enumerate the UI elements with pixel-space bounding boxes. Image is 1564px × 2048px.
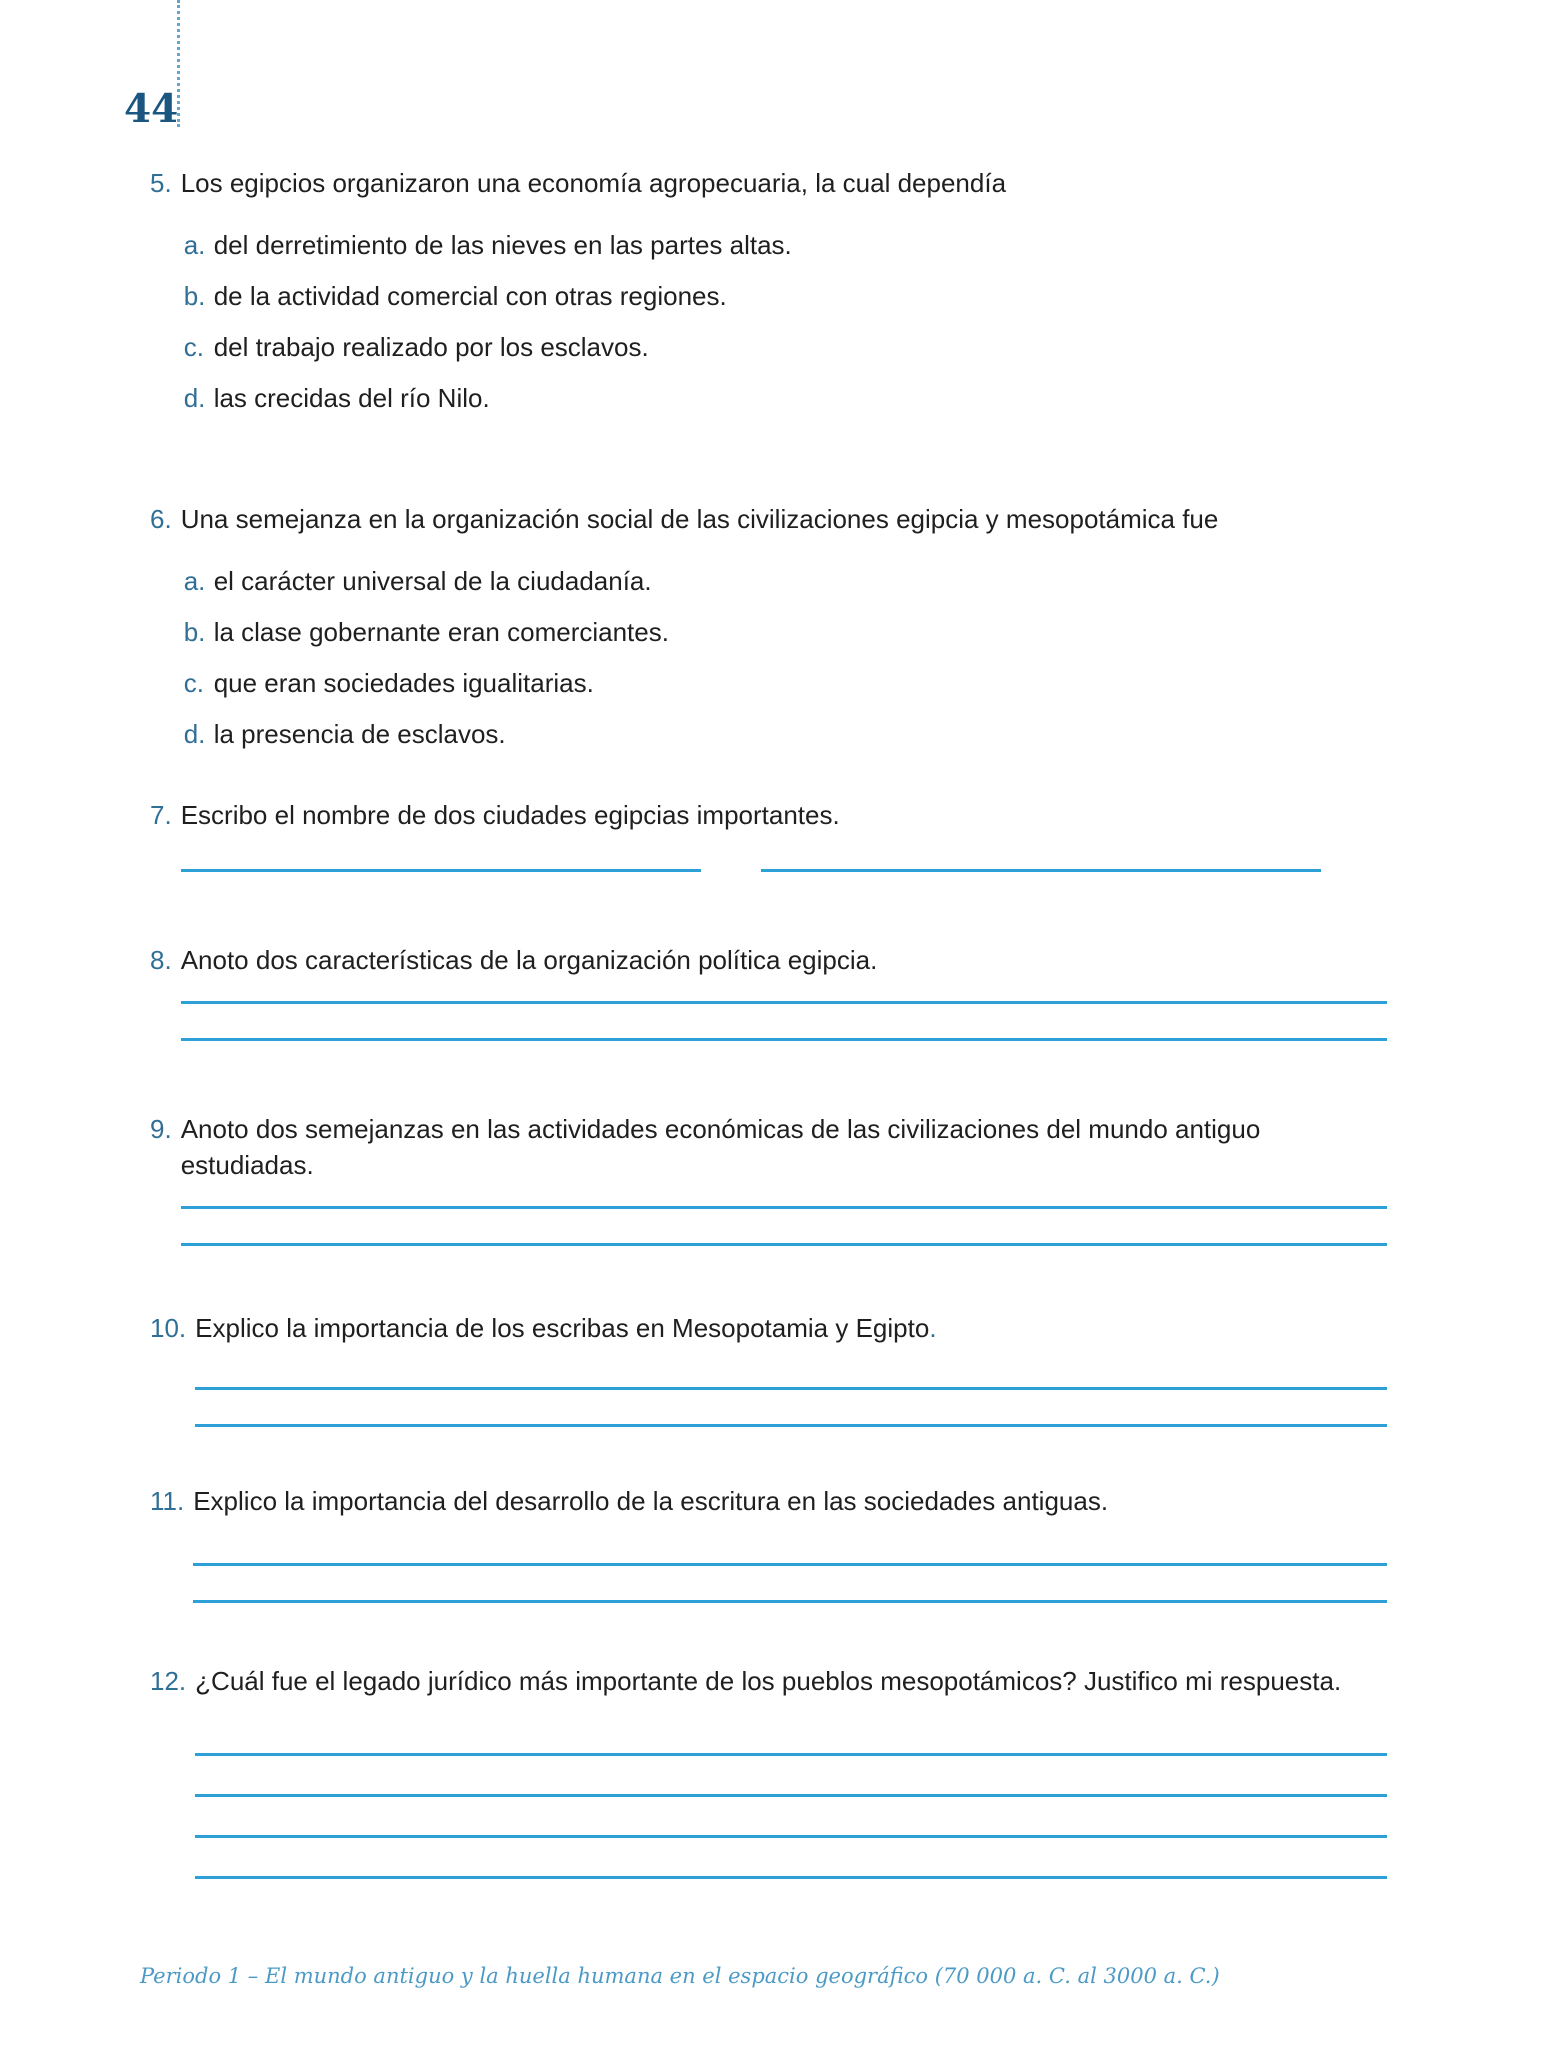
- options-list: [181, 227, 1387, 416]
- answer-blank-line: [181, 1038, 1387, 1041]
- answer-blank-line: [195, 1387, 1387, 1390]
- question-text-blue-period: .: [929, 1313, 937, 1343]
- question-text: Escribo el nombre de dos ciudades egipcias importantes.: [180, 800, 840, 830]
- question-number: 6.: [150, 504, 172, 534]
- question-content: [181, 165, 1387, 416]
- option-text: de la actividad comercial con otras regiones.: [213, 281, 727, 311]
- question-number: 9.: [150, 1114, 172, 1144]
- option-letter: a.: [183, 230, 206, 260]
- option-letter: c.: [183, 668, 204, 698]
- answer-blank-line: [195, 1876, 1387, 1879]
- question-text: [195, 1310, 1387, 1346]
- option-c: [181, 665, 1387, 701]
- option-a: [181, 227, 1387, 263]
- question-content: [193, 1483, 1387, 1603]
- option-letter: c.: [183, 332, 204, 362]
- question-6: [150, 501, 1387, 752]
- question-number: 7.: [150, 800, 172, 830]
- question-10: [150, 1310, 1387, 1427]
- question-content: [181, 1111, 1387, 1246]
- option-a: [181, 563, 1387, 599]
- option-letter: d.: [183, 719, 206, 749]
- question-number: 11.: [150, 1486, 185, 1516]
- question-text-main: Explico la importancia de los escribas en Mesopotamia y Egipto: [195, 1313, 930, 1343]
- question-number: 10.: [150, 1313, 187, 1343]
- question-8: [150, 942, 1387, 1041]
- question-text: Una semejanza en la organización social de las civilizaciones egipcia y mesopotámica fue: [180, 504, 1219, 534]
- options-list: [181, 563, 1387, 752]
- question-content: [195, 1663, 1387, 1879]
- question-text-line-2: estudiadas.: [180, 1150, 314, 1180]
- answer-blank-line: [181, 869, 701, 872]
- option-b: [181, 278, 1387, 314]
- question-text: Explico la importancia del desarrollo de la escritura en las sociedades antiguas.: [193, 1486, 1109, 1516]
- option-letter: d.: [183, 383, 206, 413]
- answer-blank-line: [193, 1563, 1387, 1566]
- question-content: [181, 942, 1387, 1041]
- question-text: Los egipcios organizaron una economía agropecuaria, la cual dependía: [180, 168, 1007, 198]
- answer-blank-line: [193, 1600, 1387, 1603]
- question-7: [150, 797, 1387, 872]
- question-9: [150, 1111, 1387, 1246]
- question-5: [150, 165, 1387, 416]
- answer-blank-line: [181, 1243, 1387, 1246]
- footer-period-title: Periodo 1 – El mundo antiguo y la huella humana en el espacio geográfico (70 000 a. C. al 3000 a. C.): [140, 1964, 1220, 1988]
- option-text: el carácter universal de la ciudadanía.: [213, 566, 652, 596]
- option-text: del trabajo realizado por los esclavos.: [213, 332, 649, 362]
- answer-blank-line: [181, 1206, 1387, 1209]
- option-letter: b.: [183, 617, 206, 647]
- question-text-line-1: Anoto dos semejanzas en las actividades económicas de las civilizaciones del mundo antiguo: [180, 1114, 1261, 1144]
- answer-lines-row: [181, 869, 1387, 872]
- option-text: la clase gobernante eran comerciantes.: [213, 617, 669, 647]
- option-d: [181, 716, 1387, 752]
- option-text: que eran sociedades igualitarias.: [213, 668, 594, 698]
- question-content: [181, 501, 1387, 752]
- answer-blank-line: [181, 1001, 1387, 1004]
- question-number: 5.: [150, 168, 172, 198]
- question-number: 8.: [150, 945, 172, 975]
- page-number: 44: [124, 86, 179, 132]
- question-text: Anoto dos características de la organización política egipcia.: [180, 945, 878, 975]
- option-c: [181, 329, 1387, 365]
- question-content: [181, 797, 1387, 872]
- option-letter: a.: [183, 566, 206, 596]
- option-text: las crecidas del río Nilo.: [213, 383, 490, 413]
- option-d: [181, 380, 1387, 416]
- answer-blank-line: [195, 1424, 1387, 1427]
- option-text: la presencia de esclavos.: [213, 719, 506, 749]
- answer-blank-line: [195, 1794, 1387, 1797]
- question-11: [150, 1483, 1387, 1603]
- option-b: [181, 614, 1387, 650]
- answer-blank-line: [195, 1835, 1387, 1838]
- question-12: [150, 1663, 1387, 1879]
- question-content: [195, 1310, 1387, 1427]
- option-letter: b.: [183, 281, 206, 311]
- question-text: ¿Cuál fue el legado jurídico más importante de los pueblos mesopotámicos? Justifico mi respuesta.: [195, 1666, 1342, 1696]
- question-number: 12.: [150, 1666, 187, 1696]
- option-text: del derretimiento de las nieves en las partes altas.: [213, 230, 792, 260]
- answer-blank-line: [761, 869, 1321, 872]
- answer-blank-line: [195, 1753, 1387, 1756]
